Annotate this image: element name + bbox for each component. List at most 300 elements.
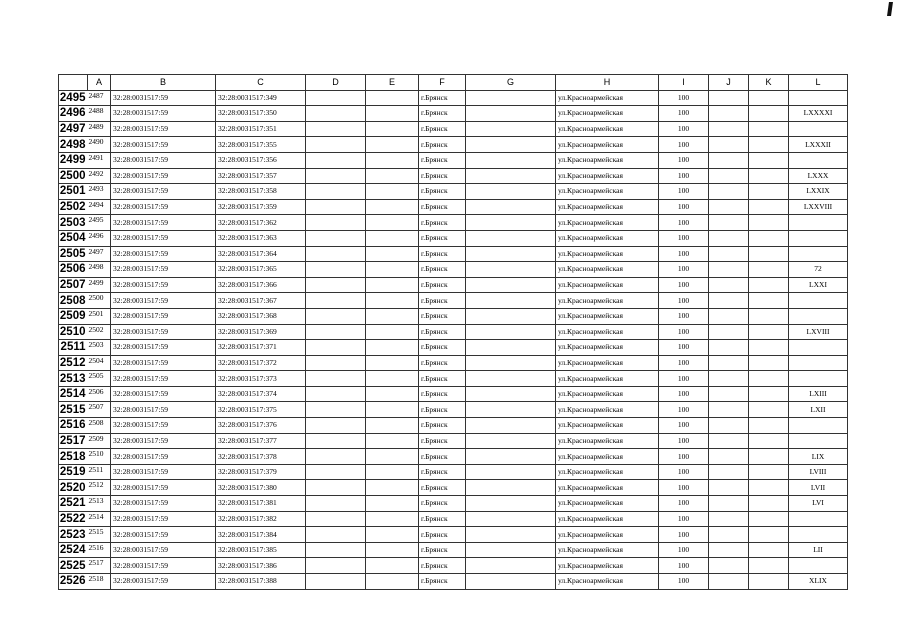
cell-h: ул.Красноармейская (556, 184, 659, 200)
cell-i: 100 (659, 558, 709, 574)
cell-l: LII (789, 542, 848, 558)
cell-l: LIX (789, 449, 848, 465)
cell-c: 32:28:0031517:378 (216, 449, 306, 465)
cell-j (709, 277, 749, 293)
cell-j (709, 511, 749, 527)
cell-l: LVII (789, 480, 848, 496)
cell-c: 32:28:0031517:355 (216, 137, 306, 153)
cell-a: 2500 (88, 293, 111, 309)
cell-b: 32:28:0031517:59 (111, 402, 216, 418)
table-row (59, 542, 848, 558)
table-row (59, 246, 848, 262)
cell-i: 100 (659, 574, 709, 590)
scan-mark (887, 2, 893, 16)
cell-j (709, 558, 749, 574)
row-number: 2513 (59, 372, 86, 385)
cell-e (366, 355, 419, 371)
cell-f: г.Брянск (419, 184, 466, 200)
cell-d (306, 527, 366, 543)
cell-f: г.Брянск (419, 137, 466, 153)
cell-g (466, 480, 556, 496)
cell-k (749, 277, 789, 293)
cell-j (709, 121, 749, 137)
cell-c: 32:28:0031517:381 (216, 496, 306, 512)
row-number: 2526 (59, 575, 86, 588)
cell-c: 32:28:0031517:365 (216, 262, 306, 278)
cell-i: 100 (659, 449, 709, 465)
cell-g (466, 137, 556, 153)
cell-g (466, 496, 556, 512)
cell-g (466, 386, 556, 402)
table-row (59, 480, 848, 496)
cell-h: ул.Красноармейская (556, 371, 659, 387)
cell-h: ул.Красноармейская (556, 402, 659, 418)
cell-g (466, 355, 556, 371)
cell-i: 100 (659, 464, 709, 480)
row-number: 2520 (59, 481, 86, 494)
cell-k (749, 574, 789, 590)
cell-a: 2517 (88, 558, 111, 574)
table-row (59, 121, 848, 137)
row-number: 2509 (59, 310, 86, 323)
cell-g (466, 277, 556, 293)
cell-j (709, 449, 749, 465)
cell-d (306, 371, 366, 387)
cell-j (709, 90, 749, 106)
row-number: 2514 (59, 388, 86, 401)
cell-k (749, 121, 789, 137)
cell-b: 32:28:0031517:59 (111, 277, 216, 293)
cell-g (466, 152, 556, 168)
cell-h: ул.Красноармейская (556, 152, 659, 168)
cell-i: 100 (659, 215, 709, 231)
cell-k (749, 152, 789, 168)
cell-f: г.Брянск (419, 574, 466, 590)
cell-e (366, 184, 419, 200)
cell-c: 32:28:0031517:371 (216, 340, 306, 356)
cell-h: ул.Красноармейская (556, 480, 659, 496)
cell-b: 32:28:0031517:59 (111, 340, 216, 356)
cell-g (466, 168, 556, 184)
cell-d (306, 324, 366, 340)
cell-e (366, 308, 419, 324)
cell-a: 2506 (88, 386, 111, 402)
table-row (59, 496, 848, 512)
cell-d (306, 542, 366, 558)
cell-a: 2490 (88, 137, 111, 153)
cell-d (306, 308, 366, 324)
cell-k (749, 449, 789, 465)
row-number: 2507 (59, 279, 86, 292)
table-row (59, 308, 848, 324)
header-col-h: H (556, 75, 659, 91)
cell-i: 100 (659, 168, 709, 184)
cell-k (749, 324, 789, 340)
cell-l: 72 (789, 262, 848, 278)
cell-a: 2515 (88, 527, 111, 543)
cell-l (789, 371, 848, 387)
cell-b: 32:28:0031517:59 (111, 558, 216, 574)
cell-f: г.Брянск (419, 496, 466, 512)
cell-l: LXXXII (789, 137, 848, 153)
cell-h: ул.Красноармейская (556, 277, 659, 293)
row-number: 2523 (59, 528, 86, 541)
cell-e (366, 324, 419, 340)
table-row (59, 152, 848, 168)
cell-f: г.Брянск (419, 542, 466, 558)
cell-l (789, 433, 848, 449)
cell-k (749, 106, 789, 122)
cell-l (789, 511, 848, 527)
cell-c: 32:28:0031517:351 (216, 121, 306, 137)
table-row (59, 184, 848, 200)
cell-i: 100 (659, 137, 709, 153)
cell-i: 100 (659, 121, 709, 137)
cell-h: ул.Красноармейская (556, 511, 659, 527)
cell-k (749, 496, 789, 512)
cell-c: 32:28:0031517:349 (216, 90, 306, 106)
cell-l (789, 246, 848, 262)
cell-d (306, 293, 366, 309)
row-number: 2506 (59, 263, 86, 276)
cell-c: 32:28:0031517:364 (216, 246, 306, 262)
cell-f: г.Брянск (419, 308, 466, 324)
row-number: 2502 (59, 201, 86, 214)
row-number: 2515 (59, 403, 86, 416)
cell-i: 100 (659, 230, 709, 246)
cell-b: 32:28:0031517:59 (111, 511, 216, 527)
cell-c: 32:28:0031517:373 (216, 371, 306, 387)
cell-j (709, 246, 749, 262)
cell-g (466, 324, 556, 340)
row-number: 2498 (59, 138, 86, 151)
cell-k (749, 433, 789, 449)
table-row (59, 449, 848, 465)
cell-k (749, 527, 789, 543)
cell-l: LXXVIII (789, 199, 848, 215)
cell-h: ул.Красноармейская (556, 121, 659, 137)
cell-d (306, 418, 366, 434)
cell-l (789, 121, 848, 137)
cell-l (789, 90, 848, 106)
cell-f: г.Брянск (419, 199, 466, 215)
cell-e (366, 386, 419, 402)
cell-j (709, 371, 749, 387)
cell-g (466, 184, 556, 200)
cell-f: г.Брянск (419, 418, 466, 434)
cell-b: 32:28:0031517:59 (111, 106, 216, 122)
cell-l (789, 215, 848, 231)
header-col-k: K (749, 75, 789, 91)
cell-g (466, 121, 556, 137)
cell-d (306, 90, 366, 106)
table-row (59, 511, 848, 527)
cell-h: ул.Красноармейская (556, 418, 659, 434)
cell-h: ул.Красноармейская (556, 90, 659, 106)
cell-f: г.Брянск (419, 152, 466, 168)
cell-j (709, 527, 749, 543)
cell-a: 2504 (88, 355, 111, 371)
cell-d (306, 184, 366, 200)
cell-a: 2496 (88, 230, 111, 246)
header-col-a: A (88, 75, 111, 91)
cell-a: 2516 (88, 542, 111, 558)
cell-k (749, 340, 789, 356)
cell-i: 100 (659, 480, 709, 496)
row-number: 2518 (59, 450, 86, 463)
cell-h: ул.Красноармейская (556, 215, 659, 231)
cell-c: 32:28:0031517:367 (216, 293, 306, 309)
cell-c: 32:28:0031517:362 (216, 215, 306, 231)
cell-g (466, 574, 556, 590)
cell-g (466, 106, 556, 122)
cell-b: 32:28:0031517:59 (111, 542, 216, 558)
cell-j (709, 230, 749, 246)
cell-b: 32:28:0031517:59 (111, 152, 216, 168)
cell-d (306, 230, 366, 246)
cell-h: ул.Красноармейская (556, 496, 659, 512)
cell-a: 2502 (88, 324, 111, 340)
cell-f: г.Брянск (419, 511, 466, 527)
cell-k (749, 308, 789, 324)
cell-i: 100 (659, 293, 709, 309)
cell-e (366, 527, 419, 543)
cell-k (749, 542, 789, 558)
cell-f: г.Брянск (419, 324, 466, 340)
row-number: 2522 (59, 512, 86, 525)
cell-j (709, 355, 749, 371)
cell-j (709, 293, 749, 309)
cell-d (306, 449, 366, 465)
cell-j (709, 402, 749, 418)
cell-k (749, 371, 789, 387)
row-number: 2499 (59, 154, 86, 167)
table-row (59, 168, 848, 184)
table-row (59, 433, 848, 449)
header-col-d: D (306, 75, 366, 91)
cell-j (709, 433, 749, 449)
cell-i: 100 (659, 433, 709, 449)
cell-h: ул.Красноармейская (556, 308, 659, 324)
cell-b: 32:28:0031517:59 (111, 199, 216, 215)
cell-c: 32:28:0031517:385 (216, 542, 306, 558)
cell-j (709, 215, 749, 231)
cell-i: 100 (659, 418, 709, 434)
cell-g (466, 418, 556, 434)
cell-e (366, 121, 419, 137)
cell-c: 32:28:0031517:350 (216, 106, 306, 122)
cell-d (306, 480, 366, 496)
cell-d (306, 340, 366, 356)
cell-e (366, 511, 419, 527)
cell-c: 32:28:0031517:372 (216, 355, 306, 371)
cell-l (789, 293, 848, 309)
cell-c: 32:28:0031517:376 (216, 418, 306, 434)
cell-a: 2492 (88, 168, 111, 184)
cell-c: 32:28:0031517:359 (216, 199, 306, 215)
header-col-g: G (466, 75, 556, 91)
cell-i: 100 (659, 308, 709, 324)
cell-k (749, 464, 789, 480)
cell-f: г.Брянск (419, 121, 466, 137)
cell-l: LXXI (789, 277, 848, 293)
cell-b: 32:28:0031517:59 (111, 308, 216, 324)
cell-c: 32:28:0031517:357 (216, 168, 306, 184)
cell-f: г.Брянск (419, 433, 466, 449)
cell-b: 32:28:0031517:59 (111, 355, 216, 371)
cell-c: 32:28:0031517:379 (216, 464, 306, 480)
cell-i: 100 (659, 496, 709, 512)
cell-d (306, 199, 366, 215)
row-number: 2511 (59, 340, 88, 356)
cell-j (709, 542, 749, 558)
cell-a: 2513 (88, 496, 111, 512)
cell-k (749, 293, 789, 309)
cell-j (709, 324, 749, 340)
cell-b: 32:28:0031517:59 (111, 371, 216, 387)
cell-b: 32:28:0031517:59 (111, 527, 216, 543)
cell-e (366, 402, 419, 418)
cell-a: 2507 (88, 402, 111, 418)
cell-i: 100 (659, 277, 709, 293)
cell-i: 100 (659, 371, 709, 387)
cell-j (709, 262, 749, 278)
spreadsheet-table (58, 74, 848, 590)
cell-a: 2509 (88, 433, 111, 449)
cell-b: 32:28:0031517:59 (111, 449, 216, 465)
cell-l (789, 527, 848, 543)
cell-g (466, 511, 556, 527)
header-row-number (59, 75, 88, 91)
cell-l: LXII (789, 402, 848, 418)
cell-d (306, 464, 366, 480)
cell-h: ул.Красноармейская (556, 464, 659, 480)
cell-c: 32:28:0031517:356 (216, 152, 306, 168)
cell-h: ул.Красноармейская (556, 386, 659, 402)
cell-c: 32:28:0031517:384 (216, 527, 306, 543)
cell-l: XLIX (789, 574, 848, 590)
table-row (59, 527, 848, 543)
header-col-b: B (111, 75, 216, 91)
table-row (59, 199, 848, 215)
cell-j (709, 574, 749, 590)
cell-a: 2494 (88, 199, 111, 215)
cell-k (749, 215, 789, 231)
cell-d (306, 215, 366, 231)
cell-k (749, 90, 789, 106)
cell-b: 32:28:0031517:59 (111, 168, 216, 184)
cell-a: 2508 (88, 418, 111, 434)
cell-f: г.Брянск (419, 90, 466, 106)
cell-e (366, 480, 419, 496)
cell-g (466, 527, 556, 543)
row-number: 2505 (59, 247, 86, 260)
cell-e (366, 574, 419, 590)
cell-j (709, 168, 749, 184)
cell-c: 32:28:0031517:375 (216, 402, 306, 418)
cell-i: 100 (659, 527, 709, 543)
cell-a: 2503 (88, 340, 111, 356)
cell-f: г.Брянск (419, 277, 466, 293)
table-row (59, 355, 848, 371)
cell-f: г.Брянск (419, 355, 466, 371)
cell-i: 100 (659, 246, 709, 262)
cell-f: г.Брянск (419, 168, 466, 184)
cell-l: LXXX (789, 168, 848, 184)
cell-c: 32:28:0031517:382 (216, 511, 306, 527)
cell-e (366, 371, 419, 387)
cell-c: 32:28:0031517:366 (216, 277, 306, 293)
cell-b: 32:28:0031517:59 (111, 184, 216, 200)
cell-g (466, 464, 556, 480)
cell-j (709, 106, 749, 122)
header-col-i: I (659, 75, 709, 91)
table-row (59, 386, 848, 402)
cell-a: 2489 (88, 121, 111, 137)
cell-b: 32:28:0031517:59 (111, 418, 216, 434)
cell-i: 100 (659, 199, 709, 215)
cell-f: г.Брянск (419, 262, 466, 278)
header-col-j: J (709, 75, 749, 91)
cell-b: 32:28:0031517:59 (111, 90, 216, 106)
cell-b: 32:28:0031517:59 (111, 262, 216, 278)
row-number: 2497 (59, 123, 86, 136)
cell-f: г.Брянск (419, 340, 466, 356)
cell-c: 32:28:0031517:363 (216, 230, 306, 246)
cell-j (709, 480, 749, 496)
table-row (59, 464, 848, 480)
cell-k (749, 168, 789, 184)
cell-l: LVI (789, 496, 848, 512)
cell-d (306, 558, 366, 574)
cell-h: ул.Красноармейская (556, 355, 659, 371)
cell-l (789, 558, 848, 574)
cell-d (306, 433, 366, 449)
cell-h: ул.Красноармейская (556, 199, 659, 215)
row-number: 2517 (59, 434, 86, 447)
cell-g (466, 215, 556, 231)
cell-k (749, 511, 789, 527)
cell-i: 100 (659, 324, 709, 340)
row-number: 2512 (59, 356, 86, 369)
cell-e (366, 106, 419, 122)
cell-h: ул.Красноармейская (556, 574, 659, 590)
cell-f: г.Брянск (419, 230, 466, 246)
cell-l (789, 355, 848, 371)
cell-g (466, 230, 556, 246)
cell-f: г.Брянск (419, 246, 466, 262)
cell-d (306, 137, 366, 153)
table-row (59, 262, 848, 278)
cell-k (749, 262, 789, 278)
cell-l (789, 230, 848, 246)
cell-f: г.Брянск (419, 402, 466, 418)
cell-e (366, 277, 419, 293)
cell-h: ул.Красноармейская (556, 137, 659, 153)
cell-k (749, 418, 789, 434)
cell-l: LVIII (789, 464, 848, 480)
cell-f: г.Брянск (419, 464, 466, 480)
cell-j (709, 496, 749, 512)
cell-g (466, 542, 556, 558)
table-row (59, 324, 848, 340)
row-number: 2495 (59, 91, 86, 104)
cell-f: г.Брянск (419, 215, 466, 231)
cell-e (366, 293, 419, 309)
cell-i: 100 (659, 340, 709, 356)
row-number: 2500 (59, 169, 86, 182)
cell-i: 100 (659, 106, 709, 122)
